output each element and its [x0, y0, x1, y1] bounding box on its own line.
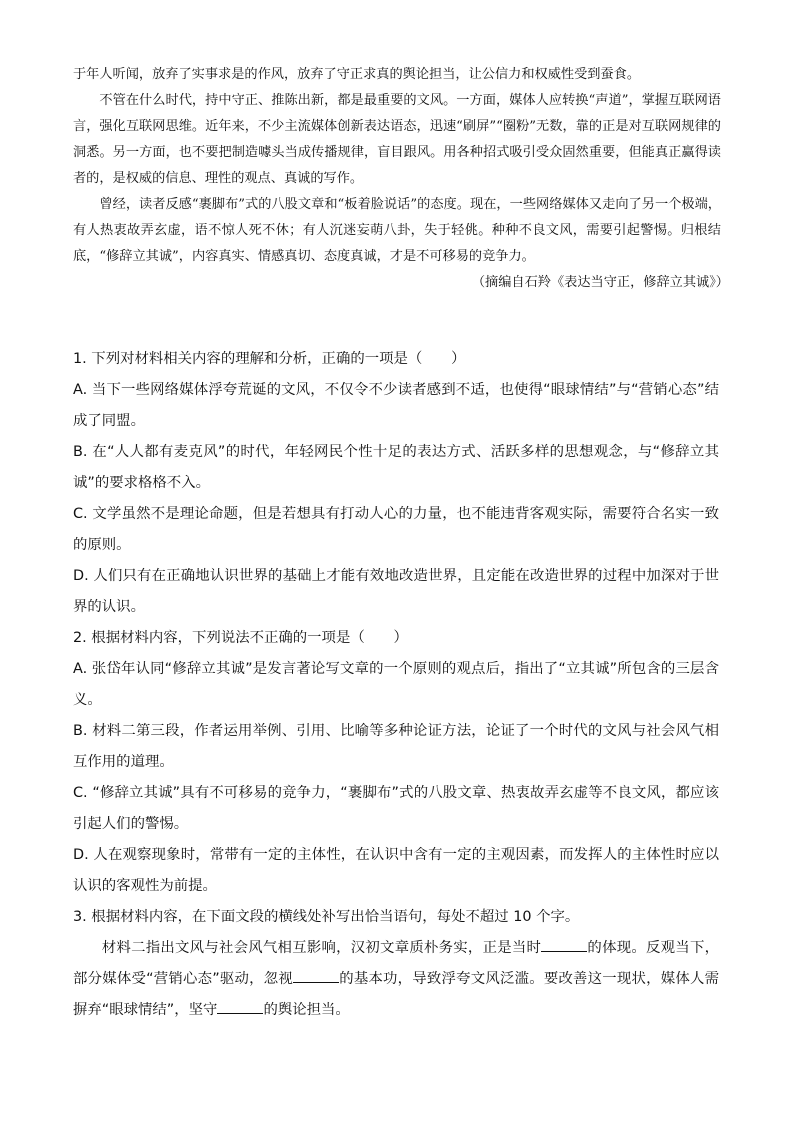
- answer-blank-3[interactable]: [217, 999, 263, 1014]
- question-1-option-a: A. 当下一些网络媒体浮夸荒诞的文风，不仅令不少读者感到不适，也使得“眼球情结”与“营销心态”结成了同盟。: [73, 382, 719, 429]
- excerpt-citation: （摘编自石羚《表达当守正，修辞立其诚》）: [471, 275, 729, 290]
- passage-text: 的基本功，导致浮夸文风泛滥。要改善这一现状，媒体人需摒弃“眼球情结”，坚守: [73, 971, 719, 1018]
- question-1-option-b: B. 在“人人都有麦克风”的时代，年轻网民个性十足的表达方式、活跃多样的思想观念，与“修辞立其诚”的要求格格不入。: [73, 444, 719, 491]
- question-2-option-b: B. 材料二第三段，作者运用举例、引用、比喻等多种论证方法，论证了一个时代的文风与社会风气相互作用的道理。: [73, 723, 719, 770]
- answer-blank-1[interactable]: [541, 937, 587, 952]
- excerpt-paragraph: 于年人听闻，放弃了实事求是的作风，放弃了守正求真的舆论担当，让公信力和权威性受到蚕食。: [73, 67, 641, 82]
- question-2-option-a: A. 张岱年认同“修辞立其诚”是发言著论写文章的一个原则的观点后，指出了“立其诚”所包含的三层含义。: [73, 661, 719, 708]
- question-3-passage: [73, 933, 719, 1026]
- question-2-option-d: D. 人在观察现象时，常带有一定的主体性，在认识中含有一定的主观因素，而发挥人的主体性时应以认识的客观性为前提。: [73, 847, 719, 894]
- answer-blank-2[interactable]: [293, 968, 339, 983]
- question-1-option-c: C. 文学虽然不是理论命题，但是若想具有打动人心的力量，也不能违背客观实际，需要符合名实一致的原则。: [73, 506, 719, 553]
- question-3-stem: 3. 根据材料内容，在下面文段的横线处补写出恰当语句，每处不超过 10 个字。: [73, 909, 580, 925]
- material-excerpt: [73, 62, 729, 296]
- passage-text: 材料二指出文风与社会风气相互影响，汉初文章质朴务实，正是当时: [101, 940, 542, 956]
- passage-text: 的舆论担当。: [263, 1002, 350, 1018]
- question-2-option-c: C. “修辞立其诚”具有不可移易的竞争力，“裹脚布”式的八股文章、热衷故弄玄虚等不良文风，都应该引起人们的警惕。: [73, 785, 719, 832]
- question-1-stem: 1. 下列对材料相关内容的理解和分析，正确的一项是（ ）: [73, 351, 466, 367]
- question-section: [73, 344, 719, 1026]
- excerpt-paragraph: 不管在什么时代，持中守正、推陈出新，都是最重要的文风。一方面，媒体人应转换“声道”，掌握互联网语言，强化互联网思维。近年来，不少主流媒体创新表达语态，迅速“刷屏”“圈粉”无数，靠的正是对互联网规律的洞悉。另一方面，也不要把制造噱头当成传播规律，盲目跟风。用各种招式吸引受众固然重要，但能真正赢得读者的，是权威的信息、理性的观点、真诚的写作。: [73, 93, 721, 186]
- question-2-stem: 2. 根据材料内容，下列说法不正确的一项是（ ）: [73, 630, 408, 646]
- question-1-option-d: D. 人们只有在正确地认识世界的基础上才能有效地改造世界，且定能在改造世界的过程中加深对于世界的认识。: [73, 568, 719, 615]
- excerpt-paragraph: 曾经，读者反感“裹脚布”式的八股文章和“板着脸说话”的态度。现在，一些网络媒体又走向了另一个极端，有人热衷故弄玄虚，语不惊人死不休；有人沉迷妄萌八卦，失于轻佻。种种不良文风，需要引起警惕。归根结底，“修辞立其诚”，内容真实、情感真切、态度真诚，才是不可移易的竞争力。: [73, 197, 721, 264]
- passage-text: 的体现。反观当下，部分媒体受“营销心态”驱动，忽视: [73, 940, 719, 987]
